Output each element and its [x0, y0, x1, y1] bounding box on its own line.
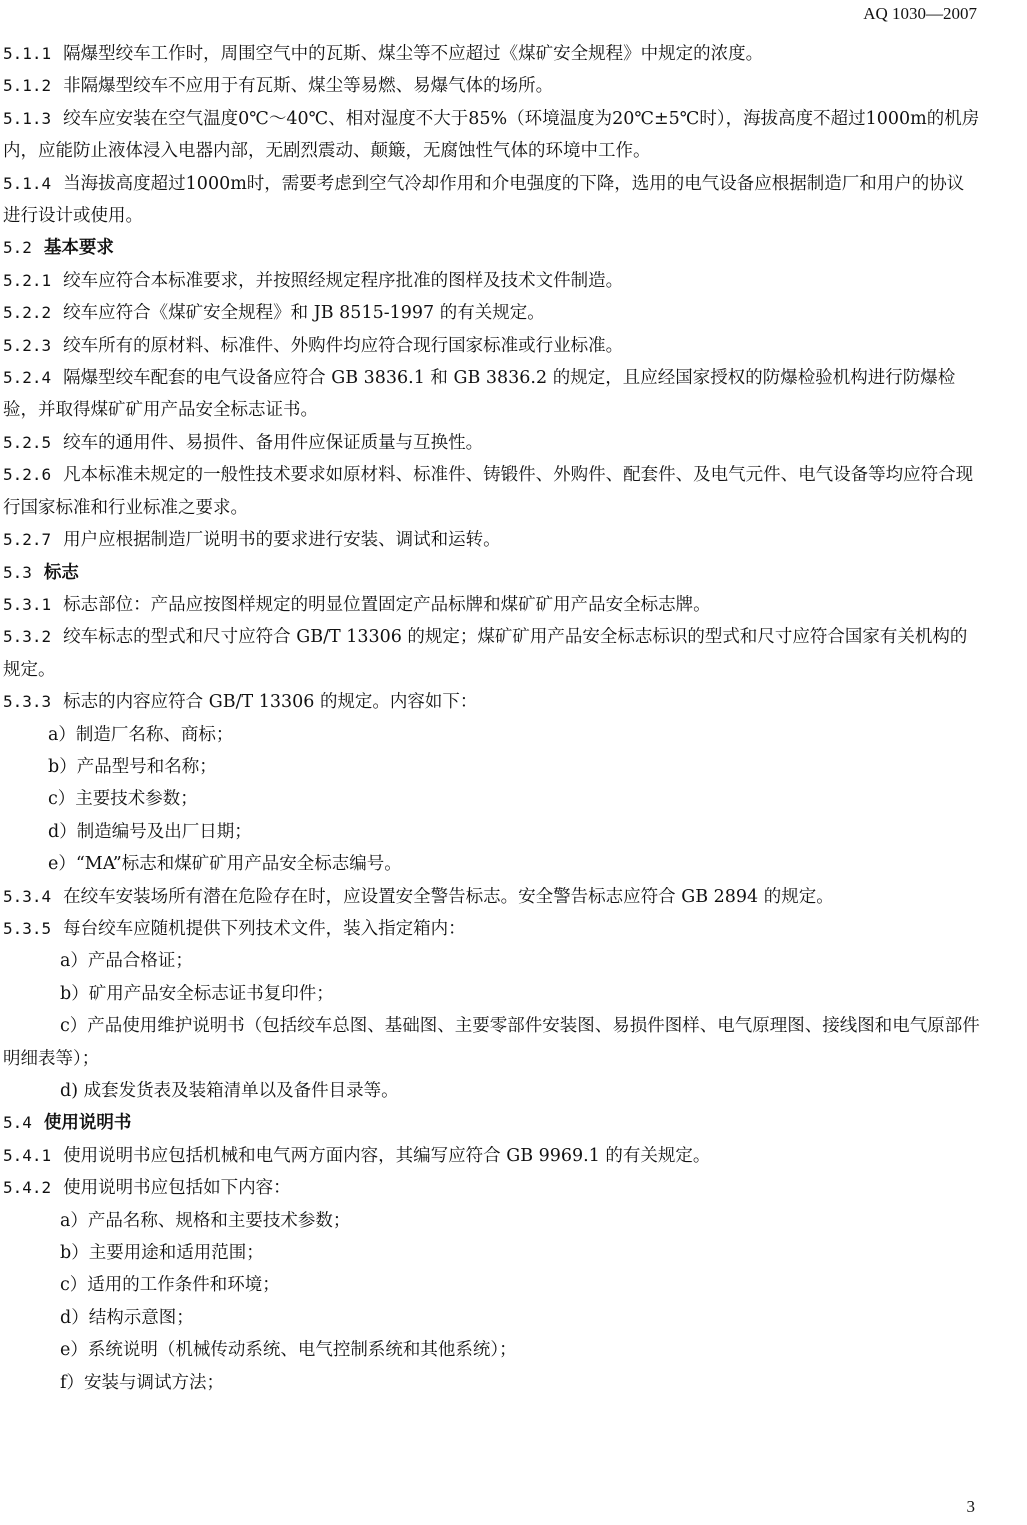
clause-number: 5.3.4 — [3, 886, 52, 906]
clause-text: 基本要求 — [43, 238, 114, 259]
clause-text: d）结构示意图； — [60, 1307, 194, 1328]
clause-number: 5.4 — [3, 1113, 32, 1133]
clause-text: b）矿用产品安全标志证书复印件； — [60, 983, 334, 1004]
clause-text: d) 成套发货表及装箱清单以及备件目录等。 — [60, 1081, 399, 1101]
list-item — [3, 1302, 981, 1334]
clause-text: a）产品合格证； — [60, 951, 193, 972]
clause-text: 绞车的通用件、易损件、备用件应保证质量与互换性。 — [63, 432, 484, 453]
clause-text: 绞车应符合《煤矿安全规程》和 JB 8515-1997 的有关规定。 — [63, 303, 545, 324]
clause-paragraph — [3, 913, 981, 945]
clause-text: c）产品使用维护说明书（包括绞车总图、基础图、主要零部件安装图、易损件图样、电气原理图、接线图和电气原部件明细表等）； — [3, 1016, 980, 1069]
clause-text: e）“MA”标志和煤矿矿用产品安全标志编号。 — [48, 854, 402, 875]
list-item — [3, 1010, 981, 1075]
list-item — [3, 848, 981, 880]
section-heading — [3, 557, 981, 589]
clause-paragraph — [3, 524, 981, 556]
clause-text: d）制造编号及出厂日期； — [48, 821, 252, 842]
clause-text: f）安装与调试方法； — [60, 1372, 224, 1393]
clause-number: 5.2.3 — [3, 335, 52, 355]
clause-text: 标志的内容应符合 GB/T 13306 的规定。内容如下： — [63, 692, 478, 713]
section-heading — [3, 1107, 981, 1139]
clause-text: c）适用的工作条件和环境； — [60, 1275, 280, 1296]
clause-paragraph — [3, 686, 981, 718]
clause-text: b）产品型号和名称； — [48, 756, 217, 777]
clause-text: a）产品名称、规格和主要技术参数； — [60, 1210, 351, 1231]
clause-text: 凡本标准未规定的一般性技术要求如原材料、标准件、铸锻件、外购件、配套件、及电气元件、电气设备等均应符合现行国家标准和行业标准之要求。 — [3, 465, 974, 518]
clause-text: 隔爆型绞车配套的电气设备应符合 GB 3836.1 和 GB 3836.2 的规定，且应经国家授权的防爆检验机构进行防爆检验，并取得煤矿矿用产品安全标志证书。 — [3, 368, 956, 421]
clause-text: 用户应根据制造厂说明书的要求进行安装、调试和运转。 — [63, 530, 501, 551]
page-number: 3 — [966, 1497, 975, 1516]
clause-paragraph — [3, 1172, 981, 1204]
list-item — [3, 1269, 981, 1301]
clause-paragraph — [3, 459, 981, 524]
clause-paragraph — [3, 70, 981, 102]
list-item — [3, 816, 981, 848]
document-body — [3, 38, 981, 1399]
clause-text: b）主要用途和适用范围； — [60, 1243, 264, 1264]
clause-text: 在绞车安装场所有潜在危险存在时，应设置安全警告标志。安全警告标志应符合 GB 2894 的规定。 — [63, 886, 834, 907]
clause-text: 标志部位：产品应按图样规定的明显位置固定产品标牌和煤矿矿用产品安全标志牌。 — [63, 594, 711, 615]
clause-number: 5.4.1 — [3, 1145, 52, 1165]
clause-text: 绞车所有的原材料、标准件、外购件均应符合现行国家标准或行业标准。 — [63, 335, 624, 356]
clause-number: 5.2.1 — [3, 270, 52, 290]
clause-number: 5.3 — [3, 562, 32, 582]
clause-paragraph — [3, 38, 981, 70]
clause-text: 每台绞车应随机提供下列技术文件，装入指定箱内： — [63, 918, 466, 939]
list-item — [3, 945, 981, 977]
clause-paragraph — [3, 265, 981, 297]
list-item — [3, 1237, 981, 1269]
clause-number: 5.3.5 — [3, 918, 52, 938]
clause-paragraph — [3, 297, 981, 329]
list-item — [3, 751, 981, 783]
clause-text: 使用说明书应包括如下内容： — [63, 1178, 291, 1199]
clause-text: c）主要技术参数； — [48, 789, 198, 810]
list-item — [3, 783, 981, 815]
clause-number: 5.3.3 — [3, 692, 52, 712]
clause-paragraph — [3, 427, 981, 459]
clause-number: 5.2.2 — [3, 303, 52, 323]
clause-number: 5.1.1 — [3, 44, 52, 63]
clause-paragraph — [3, 881, 981, 913]
list-item — [3, 1334, 981, 1366]
clause-number: 5.4.2 — [3, 1178, 52, 1198]
clause-paragraph — [3, 330, 981, 362]
clause-number: 5.2.7 — [3, 530, 52, 550]
list-item — [3, 1205, 981, 1237]
clause-number: 5.2.4 — [3, 368, 52, 388]
clause-text: 当海拔高度超过1000m时，需要考虑到空气冷却作用和介电强度的下降，选用的电气设备应根据制造厂和用户的协议进行设计或使用。 — [3, 173, 965, 227]
clause-text: e）系统说明（机械传动系统、电气控制系统和其他系统）； — [60, 1340, 517, 1361]
list-item — [3, 978, 981, 1010]
clause-number: 5.2 — [3, 238, 32, 258]
clause-paragraph — [3, 589, 981, 621]
clause-number: 5.3.1 — [3, 594, 52, 614]
clause-number: 5.2.5 — [3, 432, 52, 452]
clause-text: a）制造厂名称、商标； — [48, 724, 234, 745]
clause-paragraph — [3, 1140, 981, 1172]
clause-number: 5.3.2 — [3, 627, 52, 647]
clause-paragraph — [3, 168, 981, 233]
clause-text: 非隔爆型绞车不应用于有瓦斯、煤尘等易燃、易爆气体的场所。 — [63, 76, 554, 97]
clause-number: 5.2.6 — [3, 465, 52, 485]
clause-paragraph — [3, 362, 981, 427]
list-item — [3, 1367, 981, 1399]
clause-text: 使用说明书 — [43, 1113, 132, 1134]
clause-number: 5.1.4 — [3, 173, 52, 193]
clause-text: 使用说明书应包括机械和电气两方面内容，其编写应符合 GB 9969.1 的有关规定。 — [63, 1145, 711, 1166]
clause-number: 5.1.3 — [3, 108, 52, 128]
clause-text: 标志 — [43, 562, 79, 583]
clause-text: 绞车应安装在空气温度0℃～40℃、相对湿度不大于85%（环境温度为20℃±5℃时），海拔高度不超过1000m的机房内，应能防止液体浸入电器内部，无剧烈震动、颠簸，无腐蚀性气体的环境中工作。 — [3, 108, 980, 162]
clause-text: 隔爆型绞车工作时，周围空气中的瓦斯、煤尘等不应超过《煤矿安全规程》中规定的浓度。 — [63, 44, 764, 64]
clause-text: 绞车应符合本标准要求，并按照经规定程序批准的图样及技术文件制造。 — [63, 270, 624, 291]
clause-text: 绞车标志的型式和尺寸应符合 GB/T 13306 的规定；煤矿矿用产品安全标志标识的型式和尺寸应符合国家有关机构的规定。 — [3, 627, 968, 680]
clause-number: 5.1.2 — [3, 76, 52, 96]
document-code-header: AQ 1030—2007 — [863, 4, 977, 23]
list-item — [3, 1075, 981, 1107]
list-item — [3, 719, 981, 751]
section-heading — [3, 232, 981, 264]
clause-paragraph — [3, 621, 981, 686]
clause-paragraph — [3, 103, 981, 168]
